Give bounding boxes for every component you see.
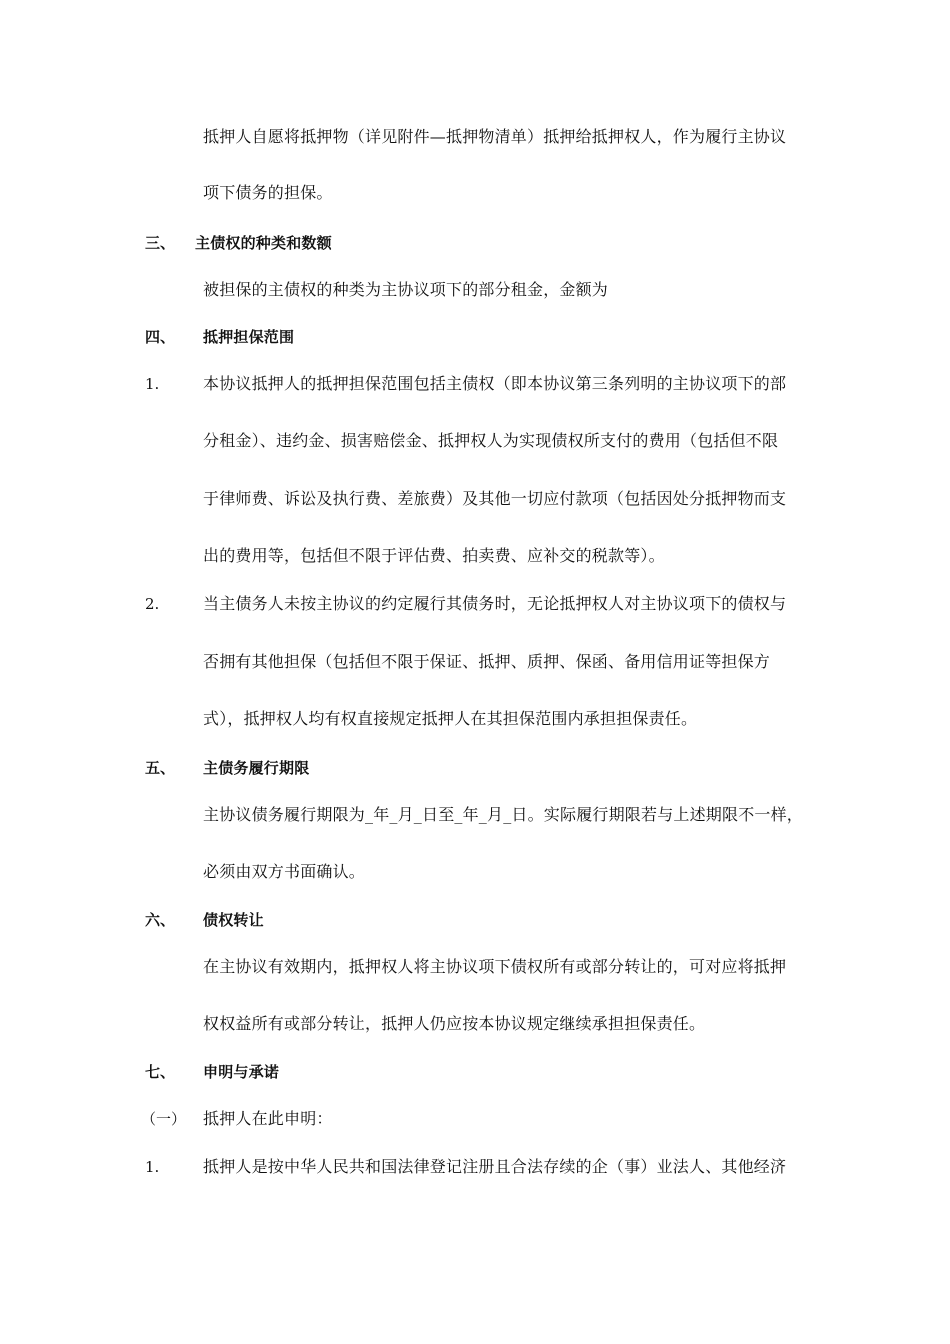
section-4-item-1-line-3: 于律师费、诉讼及执行费、差旅费）及其他一切应付款项（包括因处分抵押物而支 (203, 489, 787, 508)
section-3-title: 主债权的种类和数额 (195, 234, 332, 252)
section-4-item-1-line-1: 本协议抵押人的抵押担保范围包括主债权（即本协议第三条列明的主协议项下的部 (203, 374, 787, 393)
section-7-item-1-line-1: 抵押人是按中华人民共和国法律登记注册且合法存续的企（事）业法人、其他经济 (203, 1157, 787, 1176)
section-7-number: 七、 (145, 1063, 176, 1081)
section-7-title: 申明与承诺 (203, 1063, 280, 1081)
section-4-number: 四、 (145, 328, 176, 346)
section-4-item-1-number: 1. (145, 375, 160, 393)
section-4-item-2-line-3: 式），抵押权人均有权直接规定抵押人在其担保范围内承担担保责任。 (203, 709, 698, 728)
section-5-number: 五、 (145, 759, 176, 777)
section-7-sub-1-number: （一） (141, 1110, 187, 1128)
section-3-number: 三、 (145, 234, 176, 252)
section-4-item-1-line-2: 分租金）、违约金、损害赔偿金、抵押权人为实现债权所支付的费用（包括但不限 (203, 431, 779, 450)
section-5-title: 主债务履行期限 (203, 759, 310, 777)
section-7-sub-1-title: 抵押人在此申明： (203, 1109, 333, 1128)
section-4-item-2-line-1: 当主债务人未按主协议的约定履行其债务时，无论抵押权人对主协议项下的债权与 (203, 594, 787, 613)
section-4-item-1-line-4: 出的费用等，包括但不限于评估费、拍卖费、应补交的税款等）。 (203, 546, 665, 565)
intro-line-2: 项下债务的担保。 (203, 183, 333, 202)
section-6-line-2: 权权益所有或部分转让，抵押人仍应按本协议规定继续承担担保责任。 (203, 1014, 706, 1033)
section-4-item-2-line-2: 否拥有其他担保（包括但不限于保证、抵押、质押、保函、备用信用证等担保方 (203, 652, 771, 671)
section-4-item-2-number: 2. (145, 595, 160, 613)
section-3-line-1: 被担保的主债权的种类为主协议项下的部分租金，金额为 (203, 280, 609, 299)
section-7-item-1-number: 1. (145, 1158, 160, 1176)
section-4-title: 抵押担保范围 (203, 328, 295, 346)
section-6-title: 债权转让 (203, 911, 264, 929)
section-5-line-1: 主协议债务履行期限为_年_月_日至_年_月_日。实际履行期限若与上述期限不一样， (203, 805, 804, 824)
intro-line-1: 抵押人自愿将抵押物（详见附件—抵押物清单）抵押给抵押权人，作为履行主协议 (203, 127, 787, 146)
section-5-line-2: 必须由双方书面确认。 (203, 862, 366, 881)
section-6-number: 六、 (145, 911, 176, 929)
section-6-line-1: 在主协议有效期内，抵押权人将主协议项下债权所有或部分转让的，可对应将抵押 (203, 957, 787, 976)
